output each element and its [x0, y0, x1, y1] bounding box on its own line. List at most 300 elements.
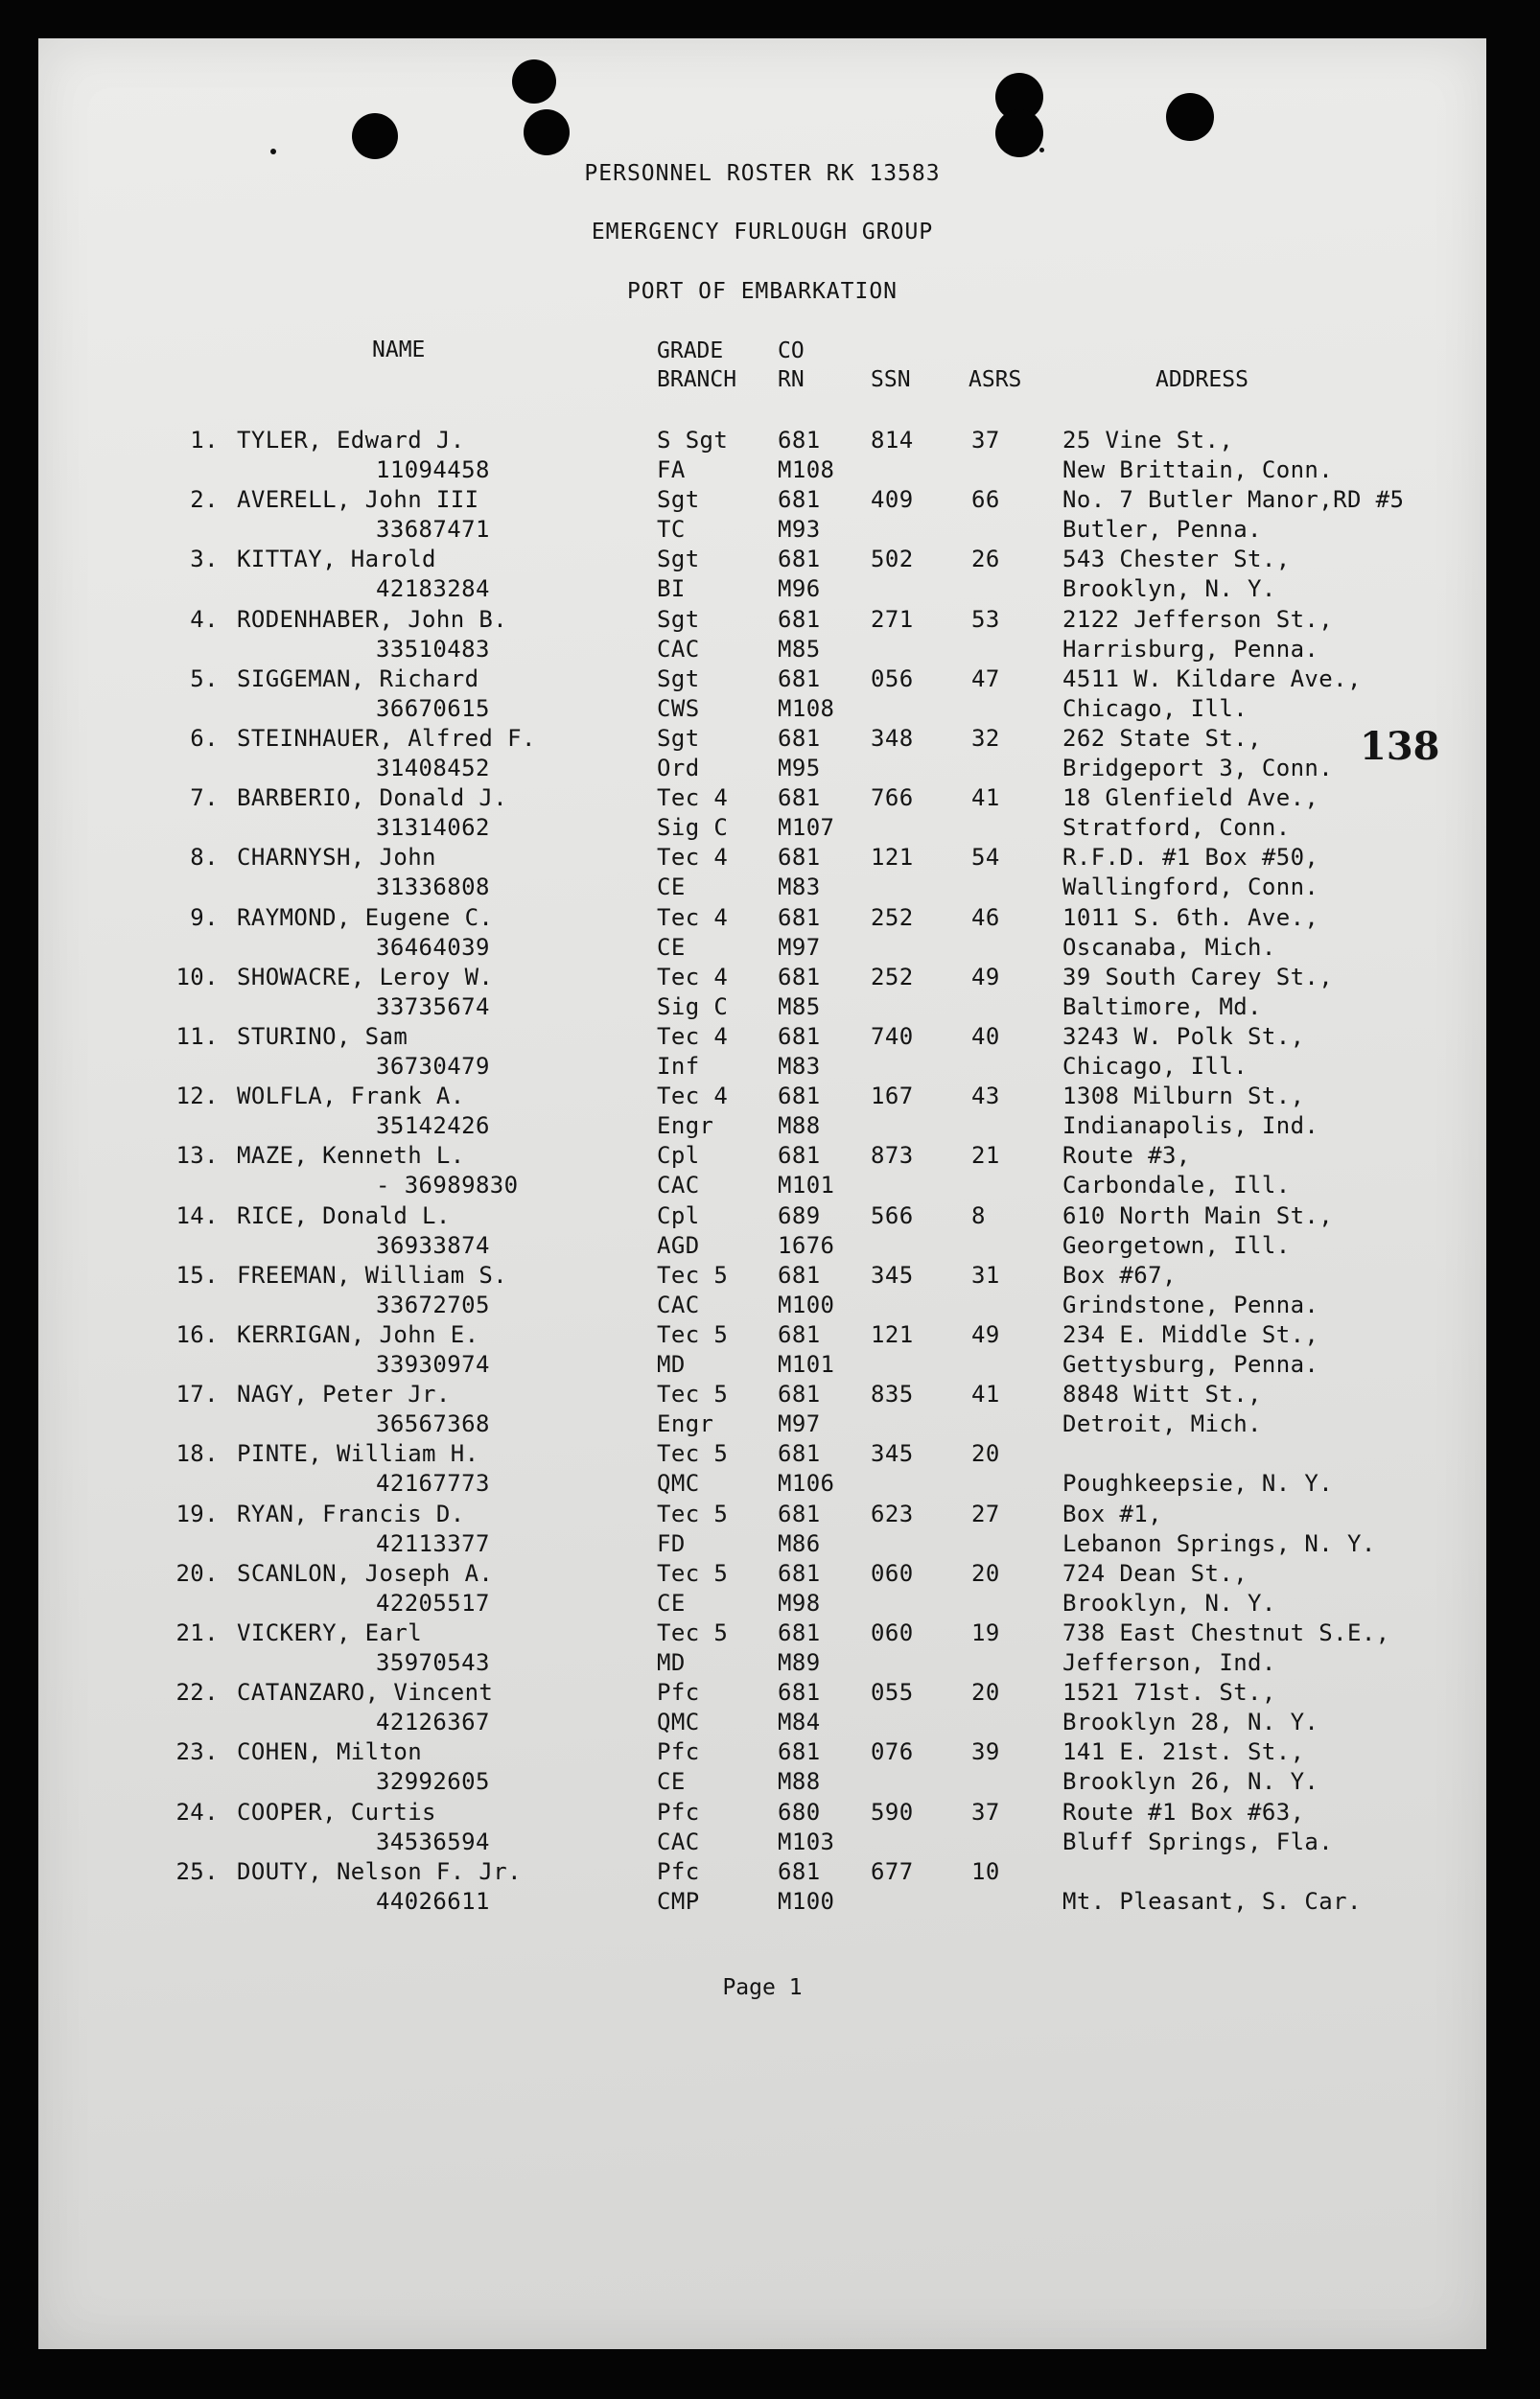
entry-ssn: 740: [871, 1023, 914, 1050]
entry-ssn: 409: [871, 486, 914, 514]
entry-branch: BI: [657, 575, 686, 603]
roster-entry: [38, 1321, 1486, 1381]
roster-entry: [38, 427, 1486, 486]
entry-rn: M93: [778, 516, 821, 544]
entry-ssn: 873: [871, 1142, 914, 1170]
entry-ssn: 623: [871, 1500, 914, 1527]
entry-number: 16.: [175, 1321, 219, 1348]
entry-name: KERRIGAN, John E.: [237, 1321, 479, 1348]
entry-ssn: 835: [871, 1381, 914, 1409]
entry-serial: 33735674: [376, 992, 490, 1020]
entry-rn: M84: [778, 1709, 821, 1736]
entry-asrs: 37: [971, 427, 1000, 454]
entry-serial: 42167773: [376, 1470, 490, 1498]
entry-ssn: 766: [871, 784, 914, 812]
entry-grade: Pfc: [657, 1679, 700, 1707]
roster-entry: [38, 1738, 1486, 1798]
punch-hole: [995, 109, 1043, 157]
entry-number: 23.: [175, 1738, 219, 1766]
entry-ssn: 076: [871, 1738, 914, 1766]
entry-rn: M85: [778, 992, 821, 1020]
roster-entry: [38, 964, 1486, 1023]
entry-serial: 33672705: [376, 1291, 490, 1318]
column-header-co: CO: [778, 338, 805, 363]
entry-asrs: 37: [971, 1798, 1000, 1826]
entry-address-line1: 141 E. 21st. St.,: [1062, 1738, 1305, 1766]
entry-co: 681: [778, 903, 821, 931]
roster-title: PERSONNEL ROSTER RK 13583: [584, 161, 941, 186]
roster-entry: [38, 1142, 1486, 1201]
entry-serial: 36670615: [376, 694, 490, 722]
roster-entry: [38, 844, 1486, 903]
punch-hole: [1166, 93, 1214, 141]
entry-address-line1: 262 State St.,: [1062, 725, 1262, 752]
entry-rn: M108: [778, 456, 835, 483]
entry-number: 3.: [190, 546, 219, 573]
entry-serial: 32992605: [376, 1768, 490, 1796]
roster-entry: [38, 904, 1486, 964]
punch-hole: [524, 109, 570, 155]
entry-ssn: 056: [871, 664, 914, 692]
entry-number: 17.: [175, 1381, 219, 1409]
entry-number: 24.: [175, 1798, 219, 1826]
entry-asrs: 53: [971, 605, 1000, 633]
entry-ssn: 252: [871, 903, 914, 931]
entry-serial: 31336808: [376, 873, 490, 901]
entry-ssn: 252: [871, 963, 914, 990]
entry-ssn: 345: [871, 1440, 914, 1468]
entry-ssn: 271: [871, 605, 914, 633]
entry-address-line2: Detroit, Mich.: [1062, 1410, 1262, 1438]
entry-asrs: 49: [971, 963, 1000, 990]
roster-entry: [38, 1560, 1486, 1619]
entry-co: 681: [778, 546, 821, 573]
entry-name: SIGGEMAN, Richard: [237, 664, 479, 692]
entry-grade: Sgt: [657, 664, 700, 692]
entry-asrs: 20: [971, 1679, 1000, 1707]
entry-number: 19.: [175, 1500, 219, 1527]
entry-address-line2: Butler, Penna.: [1062, 516, 1262, 544]
entry-serial: 11094458: [376, 456, 490, 483]
entry-serial: 31408452: [376, 755, 490, 781]
roster-entry: [38, 784, 1486, 844]
entry-asrs: 41: [971, 1381, 1000, 1409]
entry-grade: S Sgt: [657, 427, 729, 454]
entry-co: 689: [778, 1201, 821, 1229]
entry-ssn: 345: [871, 1261, 914, 1289]
column-header-rn: RN: [778, 367, 805, 392]
entry-address-line2: Carbondale, Ill.: [1062, 1172, 1291, 1200]
entry-asrs: 20: [971, 1440, 1000, 1468]
entry-name: WOLFLA, Frank A.: [237, 1083, 465, 1110]
roster-entry: [38, 1083, 1486, 1142]
entry-rn: M95: [778, 755, 821, 781]
entry-grade: Tec 4: [657, 1023, 729, 1050]
entry-ssn: 121: [871, 1321, 914, 1348]
roster-entry: [38, 486, 1486, 546]
entry-address-line1: 1521 71st. St.,: [1062, 1679, 1276, 1707]
entry-grade: Pfc: [657, 1798, 700, 1826]
entry-asrs: 27: [971, 1500, 1000, 1527]
roster-entry: [38, 665, 1486, 725]
page-number: Page 1: [722, 1975, 803, 2000]
entry-rn: M88: [778, 1768, 821, 1796]
entry-address-line2: Baltimore, Md.: [1062, 992, 1262, 1020]
entry-co: 680: [778, 1798, 821, 1826]
entry-branch: Inf: [657, 1053, 700, 1080]
entry-name: KITTAY, Harold: [237, 546, 436, 573]
entry-branch: CWS: [657, 694, 700, 722]
entry-grade: Tec 4: [657, 784, 729, 812]
entry-address-line1: 3243 W. Polk St.,: [1062, 1023, 1305, 1050]
entry-address-line2: Chicago, Ill.: [1062, 1053, 1248, 1080]
entry-address-line1: No. 7 Butler Manor,RD #5: [1062, 486, 1405, 514]
entry-name: BARBERIO, Donald J.: [237, 784, 508, 812]
entry-rn: M100: [778, 1887, 835, 1915]
entry-asrs: 54: [971, 844, 1000, 872]
entry-asrs: 49: [971, 1321, 1000, 1348]
paper-speck: [1039, 148, 1044, 152]
entry-branch: Engr: [657, 1410, 714, 1438]
column-header-ssn: SSN: [871, 367, 911, 392]
entry-branch: CE: [657, 1768, 686, 1796]
entry-name: DOUTY, Nelson F. Jr.: [237, 1857, 522, 1885]
entry-branch: CE: [657, 873, 686, 901]
entry-ssn: 060: [871, 1619, 914, 1646]
entry-asrs: 47: [971, 664, 1000, 692]
entry-address-line1: 18 Glenfield Ave.,: [1062, 784, 1319, 812]
entry-rn: 1676: [778, 1231, 835, 1259]
entry-serial: 42126367: [376, 1709, 490, 1736]
column-header-asrs: ASRS: [968, 367, 1022, 392]
roster-entry: [38, 1202, 1486, 1262]
entry-address-line2: Harrisburg, Penna.: [1062, 635, 1319, 663]
entry-ssn: 502: [871, 546, 914, 573]
entry-ssn: 566: [871, 1201, 914, 1229]
port-title: PORT OF EMBARKATION: [626, 279, 898, 304]
entry-name: MAZE, Kenneth L.: [237, 1142, 465, 1170]
entry-rn: M83: [778, 1053, 821, 1080]
entry-number: 20.: [175, 1559, 219, 1587]
roster-entry: [38, 725, 1486, 784]
entry-rn: M107: [778, 814, 835, 842]
entry-number: 18.: [175, 1440, 219, 1468]
entry-branch: CAC: [657, 1291, 700, 1318]
entry-branch: MD: [657, 1649, 686, 1676]
entry-branch: CAC: [657, 1172, 700, 1200]
entry-serial: 36464039: [376, 933, 490, 961]
entry-address-line2: Bridgeport 3, Conn.: [1062, 755, 1334, 781]
entry-rn: M88: [778, 1112, 821, 1140]
entry-number: 2.: [190, 486, 219, 514]
entry-address-line2: Brooklyn 28, N. Y.: [1062, 1709, 1319, 1736]
entry-name: COOPER, Curtis: [237, 1798, 436, 1826]
entry-co: 681: [778, 1381, 821, 1409]
entry-rn: M101: [778, 1172, 835, 1200]
entry-address-line2: Wallingford, Conn.: [1062, 873, 1319, 901]
entry-rn: M108: [778, 694, 835, 722]
roster-entry: [38, 1619, 1486, 1679]
entry-grade: Tec 5: [657, 1500, 729, 1527]
entry-address-line2: Indianapolis, Ind.: [1062, 1112, 1319, 1140]
entry-address-line1: 8848 Witt St.,: [1062, 1381, 1262, 1409]
entry-ssn: 060: [871, 1559, 914, 1587]
entry-asrs: 66: [971, 486, 1000, 514]
entry-rn: M89: [778, 1649, 821, 1676]
entry-rn: M85: [778, 635, 821, 663]
entry-name: SHOWACRE, Leroy W.: [237, 963, 494, 990]
entry-name: VICKERY, Earl: [237, 1619, 423, 1646]
entry-branch: CAC: [657, 635, 700, 663]
entry-serial: 33687471: [376, 516, 490, 544]
entry-serial: 36567368: [376, 1410, 490, 1438]
entry-ssn: 677: [871, 1857, 914, 1885]
entry-grade: Tec 4: [657, 903, 729, 931]
entry-grade: Tec 4: [657, 844, 729, 872]
entry-serial: 36730479: [376, 1053, 490, 1080]
entry-address-line2: Grindstone, Penna.: [1062, 1291, 1319, 1318]
entry-asrs: 8: [971, 1201, 986, 1229]
entry-address-line2: Brooklyn 26, N. Y.: [1062, 1768, 1319, 1796]
entry-serial: 33930974: [376, 1351, 490, 1378]
entry-number: 6.: [190, 725, 219, 752]
entry-branch: Ord: [657, 755, 700, 781]
entry-grade: Pfc: [657, 1857, 700, 1885]
entry-serial: 34536594: [376, 1828, 490, 1855]
entry-co: 681: [778, 1321, 821, 1348]
entry-ssn: 348: [871, 725, 914, 752]
entry-number: 22.: [175, 1679, 219, 1707]
group-title: EMERGENCY FURLOUGH GROUP: [591, 220, 934, 245]
entry-co: 681: [778, 1738, 821, 1766]
entry-name: RYAN, Francis D.: [237, 1500, 465, 1527]
entry-asrs: 21: [971, 1142, 1000, 1170]
entry-address-line2: Brooklyn, N. Y.: [1062, 575, 1276, 603]
entry-address-line1: 738 East Chestnut S.E.,: [1062, 1619, 1390, 1646]
entry-grade: Tec 5: [657, 1619, 729, 1646]
roster-entry: [38, 1679, 1486, 1738]
entry-grade: Tec 4: [657, 963, 729, 990]
punch-hole: [512, 59, 556, 104]
entry-number: 10.: [175, 963, 219, 990]
entry-address-line1: Route #1 Box #63,: [1062, 1798, 1305, 1826]
entry-serial: 36933874: [376, 1231, 490, 1259]
entry-address-line2: Stratford, Conn.: [1062, 814, 1291, 842]
entry-number: 12.: [175, 1083, 219, 1110]
entry-branch: MD: [657, 1351, 686, 1378]
roster-entry: [38, 1262, 1486, 1321]
entry-branch: QMC: [657, 1709, 700, 1736]
entry-number: 15.: [175, 1261, 219, 1289]
entry-number: 8.: [190, 844, 219, 872]
entry-asrs: 39: [971, 1738, 1000, 1766]
entry-co: 681: [778, 963, 821, 990]
entry-address-line2: Oscanaba, Mich.: [1062, 933, 1276, 961]
entry-address-line1: 4511 W. Kildare Ave.,: [1062, 664, 1362, 692]
entry-ssn: 167: [871, 1083, 914, 1110]
entry-address-line2: Poughkeepsie, N. Y.: [1062, 1470, 1334, 1498]
entry-name: SCANLON, Joseph A.: [237, 1559, 494, 1587]
entry-number: 4.: [190, 605, 219, 633]
entry-serial: - 36989830: [376, 1172, 519, 1200]
entry-number: 1.: [190, 427, 219, 454]
entry-rn: M101: [778, 1351, 835, 1378]
entry-asrs: 20: [971, 1559, 1000, 1587]
entry-name: PINTE, William H.: [237, 1440, 479, 1468]
entry-address-line2: Brooklyn, N. Y.: [1062, 1589, 1276, 1617]
column-header-grade: GRADE: [657, 338, 724, 363]
entry-name: NAGY, Peter Jr.: [237, 1381, 451, 1409]
entry-grade: Tec 5: [657, 1559, 729, 1587]
entry-rn: M98: [778, 1589, 821, 1617]
roster-entry: [38, 1501, 1486, 1560]
entry-asrs: 46: [971, 903, 1000, 931]
entry-name: FREEMAN, William S.: [237, 1261, 508, 1289]
column-header-name: NAME: [372, 338, 426, 362]
entry-address-line2: Chicago, Ill.: [1062, 694, 1248, 722]
entry-name: CATANZARO, Vincent: [237, 1679, 494, 1707]
entry-asrs: 31: [971, 1261, 1000, 1289]
roster-entry: [38, 1023, 1486, 1083]
entry-address-line1: 610 North Main St.,: [1062, 1201, 1334, 1229]
roster-entry: [38, 1381, 1486, 1440]
entry-grade: Pfc: [657, 1738, 700, 1766]
entry-co: 681: [778, 427, 821, 454]
entry-asrs: 41: [971, 784, 1000, 812]
entry-rn: M97: [778, 933, 821, 961]
entry-branch: Engr: [657, 1112, 714, 1140]
entry-asrs: 10: [971, 1857, 1000, 1885]
entry-branch: FA: [657, 456, 686, 483]
entry-rn: M106: [778, 1470, 835, 1498]
entry-address-line1: Box #67,: [1062, 1261, 1177, 1289]
entry-grade: Cpl: [657, 1142, 700, 1170]
entry-address-line1: 25 Vine St.,: [1062, 427, 1234, 454]
roster-entry: [38, 606, 1486, 665]
document-page: [38, 38, 1486, 2349]
entry-branch: CMP: [657, 1887, 700, 1915]
entry-number: 14.: [175, 1201, 219, 1229]
entry-address-line1: R.F.D. #1 Box #50,: [1062, 844, 1319, 872]
entry-name: RAYMOND, Eugene C.: [237, 903, 494, 931]
entry-name: STURINO, Sam: [237, 1023, 408, 1050]
entry-name: RODENHABER, John B.: [237, 605, 508, 633]
entry-co: 681: [778, 725, 821, 752]
entry-grade: Tec 5: [657, 1261, 729, 1289]
entry-name: CHARNYSH, John: [237, 844, 436, 872]
entry-serial: 35970543: [376, 1649, 490, 1676]
entry-asrs: 19: [971, 1619, 1000, 1646]
entry-rn: M103: [778, 1828, 835, 1855]
entry-co: 681: [778, 1559, 821, 1587]
entry-co: 681: [778, 664, 821, 692]
entry-co: 681: [778, 1083, 821, 1110]
entry-number: 25.: [175, 1857, 219, 1885]
entry-address-line1: 1308 Milburn St.,: [1062, 1083, 1305, 1110]
entry-asrs: 40: [971, 1023, 1000, 1050]
entry-grade: Sgt: [657, 605, 700, 633]
entry-number: 13.: [175, 1142, 219, 1170]
entry-co: 681: [778, 605, 821, 633]
entry-grade: Sgt: [657, 486, 700, 514]
entry-ssn: 590: [871, 1798, 914, 1826]
entry-address-line1: Route #3,: [1062, 1142, 1191, 1170]
entry-serial: 33510483: [376, 635, 490, 663]
entry-co: 681: [778, 844, 821, 872]
entry-co: 681: [778, 1440, 821, 1468]
entry-address-line1: 39 South Carey St.,: [1062, 963, 1334, 990]
entry-grade: Cpl: [657, 1201, 700, 1229]
entry-asrs: 43: [971, 1083, 1000, 1110]
entry-number: 21.: [175, 1619, 219, 1646]
entry-serial: 42205517: [376, 1589, 490, 1617]
entry-serial: 42183284: [376, 575, 490, 603]
paper-speck: [270, 149, 276, 154]
entry-number: 7.: [190, 784, 219, 812]
entry-co: 681: [778, 784, 821, 812]
column-header-address: ADDRESS: [1155, 367, 1248, 392]
entry-grade: Tec 4: [657, 1083, 729, 1110]
entry-address-line1: Box #1,: [1062, 1500, 1162, 1527]
entry-serial: 42113377: [376, 1529, 490, 1557]
entry-grade: Sgt: [657, 725, 700, 752]
entry-serial: 44026611: [376, 1887, 490, 1915]
entry-name: STEINHAUER, Alfred F.: [237, 725, 536, 752]
entry-name: AVERELL, John III: [237, 486, 479, 514]
entry-co: 681: [778, 1261, 821, 1289]
entry-rn: M96: [778, 575, 821, 603]
entry-branch: TC: [657, 516, 686, 544]
entry-name: RICE, Donald L.: [237, 1201, 451, 1229]
column-header-branch: BRANCH: [657, 367, 737, 392]
entry-branch: Sig C: [657, 814, 729, 842]
entry-co: 681: [778, 1500, 821, 1527]
entry-rn: M97: [778, 1410, 821, 1438]
entry-branch: FD: [657, 1529, 686, 1557]
entry-branch: CE: [657, 1589, 686, 1617]
entry-co: 681: [778, 1619, 821, 1646]
entry-name: TYLER, Edward J.: [237, 427, 465, 454]
entry-ssn: 055: [871, 1679, 914, 1707]
entry-address-line2: New Brittain, Conn.: [1062, 456, 1334, 483]
entry-rn: M100: [778, 1291, 835, 1318]
margin-note: 138: [1360, 724, 1440, 769]
punch-hole: [352, 113, 398, 159]
entry-address-line2: Georgetown, Ill.: [1062, 1231, 1291, 1259]
entry-co: 681: [778, 1857, 821, 1885]
entry-branch: CAC: [657, 1828, 700, 1855]
roster-entry: [38, 1858, 1486, 1918]
entry-number: 5.: [190, 664, 219, 692]
entry-serial: 35142426: [376, 1112, 490, 1140]
entry-grade: Tec 5: [657, 1381, 729, 1409]
roster-entry: [38, 1799, 1486, 1858]
entry-address-line1: 724 Dean St.,: [1062, 1559, 1248, 1587]
entry-ssn: 121: [871, 844, 914, 872]
entry-address-line2: Lebanon Springs, N. Y.: [1062, 1529, 1376, 1557]
entry-co: 681: [778, 1679, 821, 1707]
roster-entry: [38, 1440, 1486, 1500]
entry-address-line1: 234 E. Middle St.,: [1062, 1321, 1319, 1348]
entry-address-line2: Bluff Springs, Fla.: [1062, 1828, 1334, 1855]
entry-number: 11.: [175, 1023, 219, 1050]
entry-asrs: 26: [971, 546, 1000, 573]
entry-address-line1: 543 Chester St.,: [1062, 546, 1291, 573]
entry-address-line2: Gettysburg, Penna.: [1062, 1351, 1319, 1378]
entry-asrs: 32: [971, 725, 1000, 752]
entry-address-line1: 2122 Jefferson St.,: [1062, 605, 1334, 633]
entry-grade: Sgt: [657, 546, 700, 573]
